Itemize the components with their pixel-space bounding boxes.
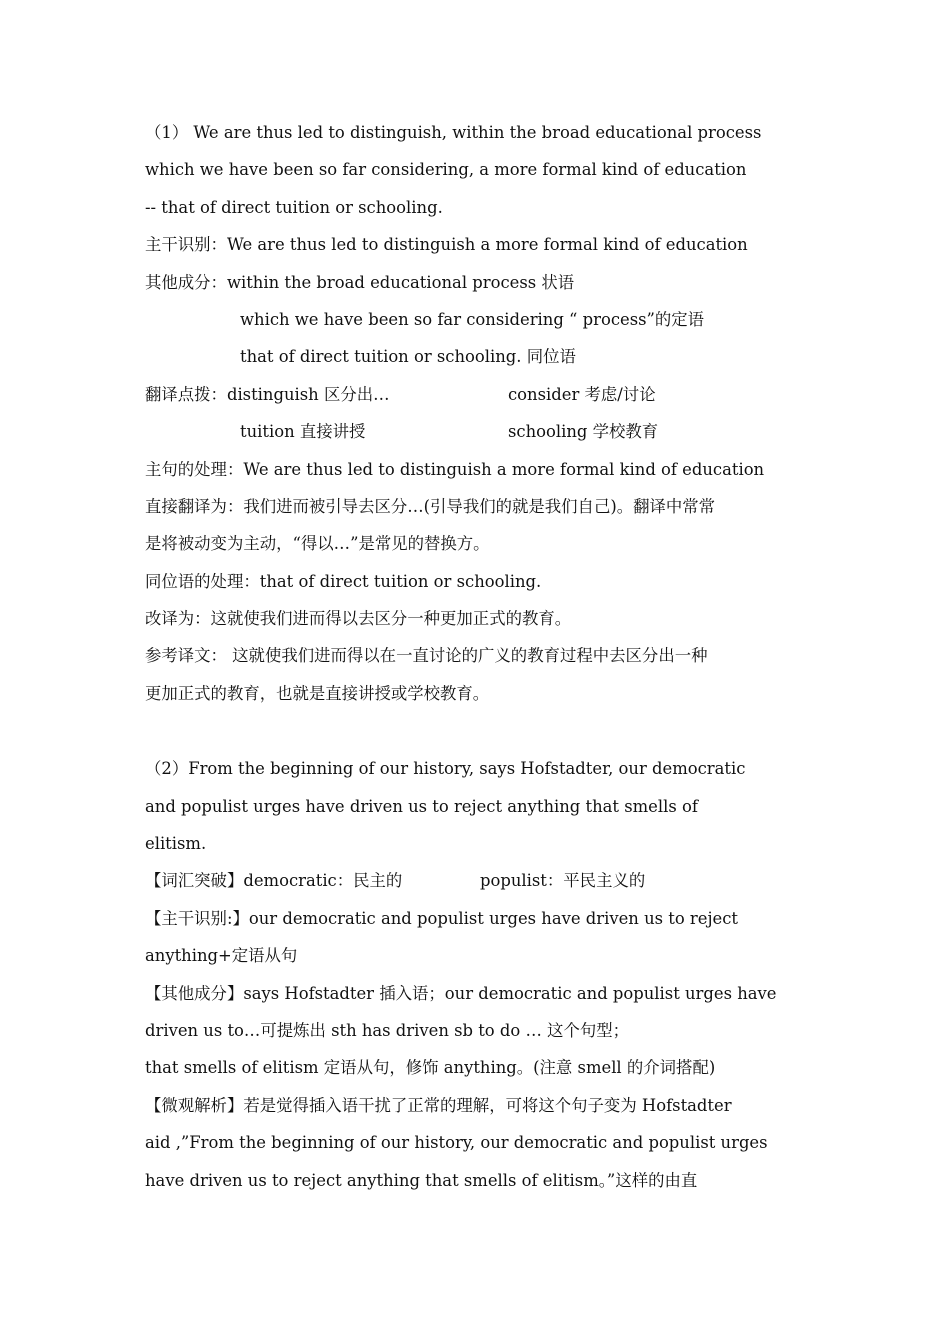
- s1-reference-translation-2: 更加正式的教育，也就是直接讲授或学校教育。: [145, 683, 490, 703]
- s2-micro-analysis-1: 【微观解析】若是觉得插入语干扰了正常的理解，可将这个句子变为 Hofstadter: [145, 1095, 732, 1115]
- s2-vocabulary-row: [145, 862, 807, 899]
- s1-tips-row-2: [145, 413, 807, 450]
- s2-main-clause-2: anything+定语从句: [145, 946, 298, 966]
- s1-tips-consider: consider 考虑/讨论: [508, 384, 656, 404]
- s1-paragraph-line-3: -- that of direct tuition or schooling.: [145, 197, 443, 217]
- s1-other-components-1: 其他成分：within the broad educational process 状语: [145, 272, 575, 292]
- s1-main-clause: 主干识别：We are thus led to distinguish a more formal kind of education: [145, 235, 748, 255]
- section-gap: [145, 712, 807, 750]
- s1-tips-schooling: schooling 学校教育: [508, 422, 659, 442]
- s2-vocab-populist: populist：平民主义的: [480, 871, 646, 891]
- s2-other-components-2: driven us to…可提炼出 sth has driven sb to do … 这个句型；: [145, 1020, 630, 1040]
- s2-other-components-3: that smells of elitism 定语从句，修饰 anything。(注意 smell 的介词搭配): [145, 1058, 716, 1078]
- s1-reference-translation-1: 参考译文： 这就使我们进而得以在一直讨论的广义的教育过程中去区分出一种: [145, 646, 708, 666]
- s1-appositive-handling: 同位语的处理：that of direct tuition or schooling.: [145, 571, 542, 591]
- s1-main-handling-2: 直接翻译为：我们进而被引导去区分…(引导我们的就是我们自己)。翻译中常常: [145, 496, 716, 516]
- s1-paragraph-line-2: which we have been so far considering, a more formal kind of education: [145, 160, 747, 180]
- s2-micro-analysis-2: aid ,”From the beginning of our history, our democratic and populist urges: [145, 1133, 768, 1153]
- s1-paragraph-line-1: （1） We are thus led to distinguish, within the broad educational process: [145, 123, 762, 142]
- s2-other-components-1: 【其他成分】says Hofstadter 插入语；our democratic and populist urges have: [145, 983, 777, 1003]
- s2-main-clause-1: 【主干识别:】our democratic and populist urges have driven us to reject: [145, 908, 738, 928]
- s2-vocab-democratic: 【词汇突破】democratic：民主的: [145, 871, 403, 891]
- s2-paragraph-line-3: elitism.: [145, 834, 207, 854]
- s2-paragraph-line-1: （2）From the beginning of our history, says Hofstadter, our democratic: [145, 759, 746, 779]
- s2-paragraph-line-2: and populist urges have driven us to reject anything that smells of: [145, 796, 698, 816]
- document-page: [145, 114, 807, 1199]
- s1-rewrite: 改译为：这就使我们进而得以去区分一种更加正式的教育。: [145, 609, 572, 629]
- s1-other-components-2: which we have been so far considering “ process”的定语: [240, 309, 705, 329]
- s1-tips-distinguish: 翻译点拨：distinguish 区分出…: [145, 384, 390, 404]
- s1-other-components-3: that of direct tuition or schooling. 同位语: [240, 347, 576, 367]
- s1-main-handling-3: 是将被动变为主动，“得以…”是常见的替换方。: [145, 534, 490, 554]
- s1-main-handling-1: 主句的处理：We are thus led to distinguish a more formal kind of education: [145, 459, 765, 479]
- s1-tips-tuition: tuition 直接讲授: [240, 422, 366, 442]
- s1-tips-row-1: [145, 376, 807, 413]
- s2-micro-analysis-3: have driven us to reject anything that smells of elitism。”这样的由直: [145, 1170, 698, 1190]
